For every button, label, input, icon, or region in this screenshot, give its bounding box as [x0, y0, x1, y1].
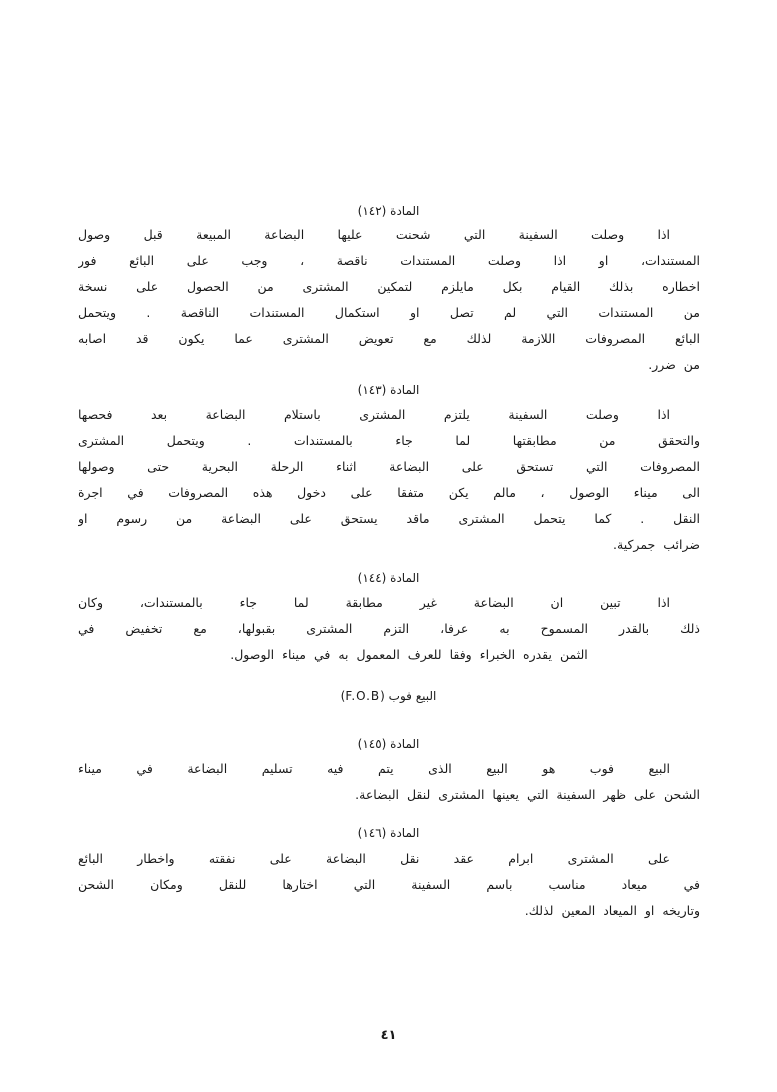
text-line: اذا وصلت السفينة التي شحنت عليها البضاعة المبيعة قبل وصول	[78, 227, 670, 242]
section-title-fob: البيع فوب (F.O.B)	[340, 689, 437, 703]
text-line: المستندات، او اذا وصلت المستندات ناقصة ، وجب على البائع فور	[78, 253, 700, 268]
text-line: ضرائب جمركية.	[613, 537, 700, 552]
text-line: البائع المصروفات اللازمة لذلك مع تعويض المشترى عما يكون قد اصابه	[78, 331, 700, 346]
text-line: اخطاره بذلك القيام بكل مايلزم لتمكين المشترى من الحصول على نسخة	[78, 279, 700, 294]
article-142-text	[78, 222, 700, 378]
article-145-text	[78, 756, 700, 808]
article-146-text	[78, 846, 700, 924]
page-number: ٤١	[380, 1028, 397, 1043]
article-143-text	[78, 402, 700, 558]
text-line: اذا تبين ان البضاعة غير مطابقة لما جاء بالمستندات، وكان	[78, 595, 670, 610]
article-144-text	[78, 590, 700, 668]
text-line: الشحن على ظهر السفينة التي يعينها المشترى لنقل البضاعة.	[355, 787, 700, 802]
text-line: على المشترى ابرام عقد نقل البضاعة على نفقته واخطار البائع	[78, 851, 670, 866]
text-line: في ميعاد مناسب باسم السفينة التي اختارها للنقل ومكان الشحن	[78, 877, 700, 892]
text-line: من المستندات التي لم تصل او استكمال المستندات الناقصة . ويتحمل	[78, 305, 700, 320]
article-144-heading: المادة (١٤٤)	[357, 571, 420, 585]
text-line: الى ميناء الوصول ، مالم يكن متفقا على دخول هذه المصروفات في اجرة	[78, 485, 700, 500]
text-line: المصروفات التي تستحق على البضاعة اثناء الرحلة البحرية حتى وصولها	[78, 459, 700, 474]
article-146-heading: المادة (١٤٦)	[357, 826, 420, 840]
text-line: وتاريخه او الميعاد المعين لذلك.	[524, 903, 700, 918]
text-line: البيع فوب هو البيع الذى يتم فيه تسليم البضاعة في ميناء	[78, 761, 670, 776]
article-143-heading: المادة (١٤٣)	[357, 383, 420, 397]
text-line: اذا وصلت السفينة يلتزم المشترى باستلام البضاعة بعد فحصها	[78, 407, 670, 422]
text-line: والتحقق من مطابقتها لما جاء بالمستندات . ويتحمل المشترى	[78, 433, 700, 448]
text-line: النقل . كما يتحمل المشترى ماقد يستحق على البضاعة من رسوم او	[78, 511, 700, 526]
text-line: ذلك بالقدر المسموح به عرفا، التزم المشترى بقبولها، مع تخفيض في	[78, 621, 700, 636]
article-142-heading: المادة (١٤٢)	[357, 204, 420, 218]
text-line: الثمن يقدره الخبراء وفقا للعرف المعمول به في ميناء الوصول.	[230, 647, 588, 662]
article-145-heading: المادة (١٤٥)	[357, 737, 420, 751]
text-line: من ضرر.	[648, 357, 700, 372]
